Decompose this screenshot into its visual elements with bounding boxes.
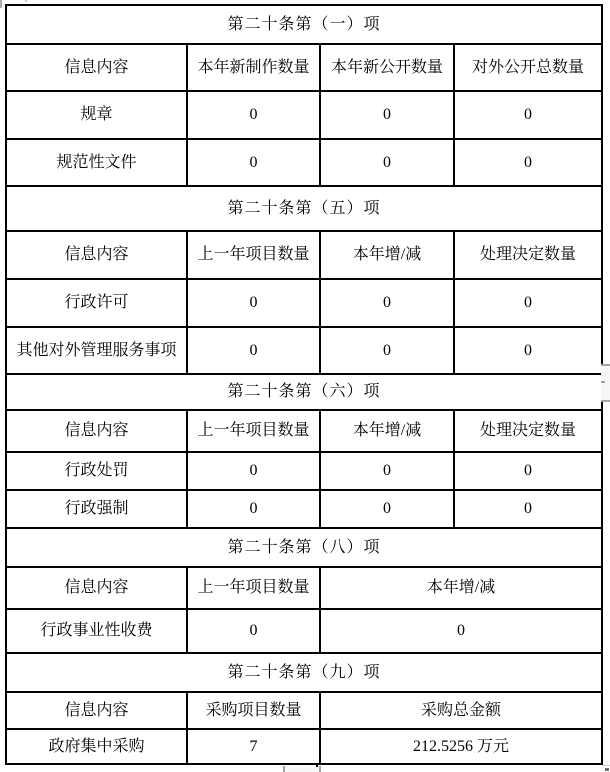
cell-value: 0 xyxy=(454,490,602,528)
column-header: 处理决定数量 xyxy=(454,410,602,452)
disclosure-report-table xyxy=(5,4,603,765)
header-row xyxy=(6,410,602,452)
column-header: 上一年项目数量 xyxy=(187,410,320,452)
column-header: 上一年项目数量 xyxy=(187,567,320,609)
table-row xyxy=(6,139,602,186)
row-label: 其他对外管理服务事项 xyxy=(6,327,187,374)
header-row xyxy=(6,692,602,729)
row-label: 政府集中采购 xyxy=(6,729,187,764)
ruler-tick-artifact xyxy=(0,0,2,8)
section-title-row xyxy=(6,374,602,410)
section-title: 第二十条第（六）项 xyxy=(6,374,602,410)
table-border-stub xyxy=(316,763,318,767)
cell-value: 212.5256 万元 xyxy=(320,729,602,764)
column-header: 信息内容 xyxy=(6,231,187,279)
cell-value: 0 xyxy=(187,490,320,528)
column-header: 本年增/减 xyxy=(320,231,454,279)
section-title: 第二十条第（一）项 xyxy=(6,5,602,44)
scroll-corner-line xyxy=(602,765,610,766)
column-header: 信息内容 xyxy=(6,44,187,91)
row-label: 行政事业性收费 xyxy=(6,609,187,653)
row-label: 行政强制 xyxy=(6,490,187,528)
section-title-row xyxy=(6,653,602,692)
row-label: 行政许可 xyxy=(6,279,187,327)
cell-value: 0 xyxy=(320,139,454,186)
row-label: 规范性文件 xyxy=(6,139,187,186)
table-row xyxy=(6,490,602,528)
column-header: 本年新制作数量 xyxy=(187,44,320,91)
ruler-tick-artifact xyxy=(25,0,27,2)
table-row xyxy=(6,279,602,327)
cell-value: 0 xyxy=(454,91,602,139)
table-row xyxy=(6,609,602,653)
column-header: 信息内容 xyxy=(6,692,187,729)
column-header: 采购总金额 xyxy=(320,692,602,729)
cell-value: 0 xyxy=(454,327,602,374)
column-header: 本年增/减 xyxy=(320,567,602,609)
cell-value: 0 xyxy=(320,452,454,490)
column-header: 信息内容 xyxy=(6,567,187,609)
cell-value: 0 xyxy=(187,327,320,374)
column-header: 上一年项目数量 xyxy=(187,231,320,279)
row-label: 规章 xyxy=(6,91,187,139)
vertical-scrollbar-thumb[interactable] xyxy=(601,364,610,402)
column-header: 本年增/减 xyxy=(320,410,454,452)
cell-value: 0 xyxy=(320,91,454,139)
table-row xyxy=(6,729,602,764)
cell-value: 0 xyxy=(187,609,320,653)
section-title: 第二十条第（五）项 xyxy=(6,186,602,231)
header-row xyxy=(6,231,602,279)
cell-value: 0 xyxy=(454,139,602,186)
cell-value: 0 xyxy=(320,327,454,374)
section-title: 第二十条第（九）项 xyxy=(6,653,602,692)
table-row xyxy=(6,91,602,139)
cell-value: 0 xyxy=(187,91,320,139)
scrollbar-grip xyxy=(601,381,605,383)
column-header: 处理决定数量 xyxy=(454,231,602,279)
cell-value: 0 xyxy=(320,609,602,653)
header-row xyxy=(6,567,602,609)
scroll-corner-block xyxy=(605,768,609,771)
cell-value: 0 xyxy=(187,139,320,186)
column-header: 采购项目数量 xyxy=(187,692,320,729)
section-title-row xyxy=(6,186,602,231)
cell-value: 0 xyxy=(320,279,454,327)
section-title-row xyxy=(6,5,602,44)
cell-value: 7 xyxy=(187,729,320,764)
cell-value: 0 xyxy=(320,490,454,528)
column-header: 本年新公开数量 xyxy=(320,44,454,91)
column-header: 对外公开总数量 xyxy=(454,44,602,91)
cell-value: 0 xyxy=(187,452,320,490)
row-label: 行政处罚 xyxy=(6,452,187,490)
section-title: 第二十条第（八）项 xyxy=(6,528,602,567)
header-row xyxy=(6,44,602,91)
cell-value: 0 xyxy=(454,452,602,490)
cell-value: 0 xyxy=(454,279,602,327)
section-title-row xyxy=(6,528,602,567)
cell-value: 0 xyxy=(187,279,320,327)
column-header: 信息内容 xyxy=(6,410,187,452)
table-row xyxy=(6,452,602,490)
table-row xyxy=(6,327,602,374)
